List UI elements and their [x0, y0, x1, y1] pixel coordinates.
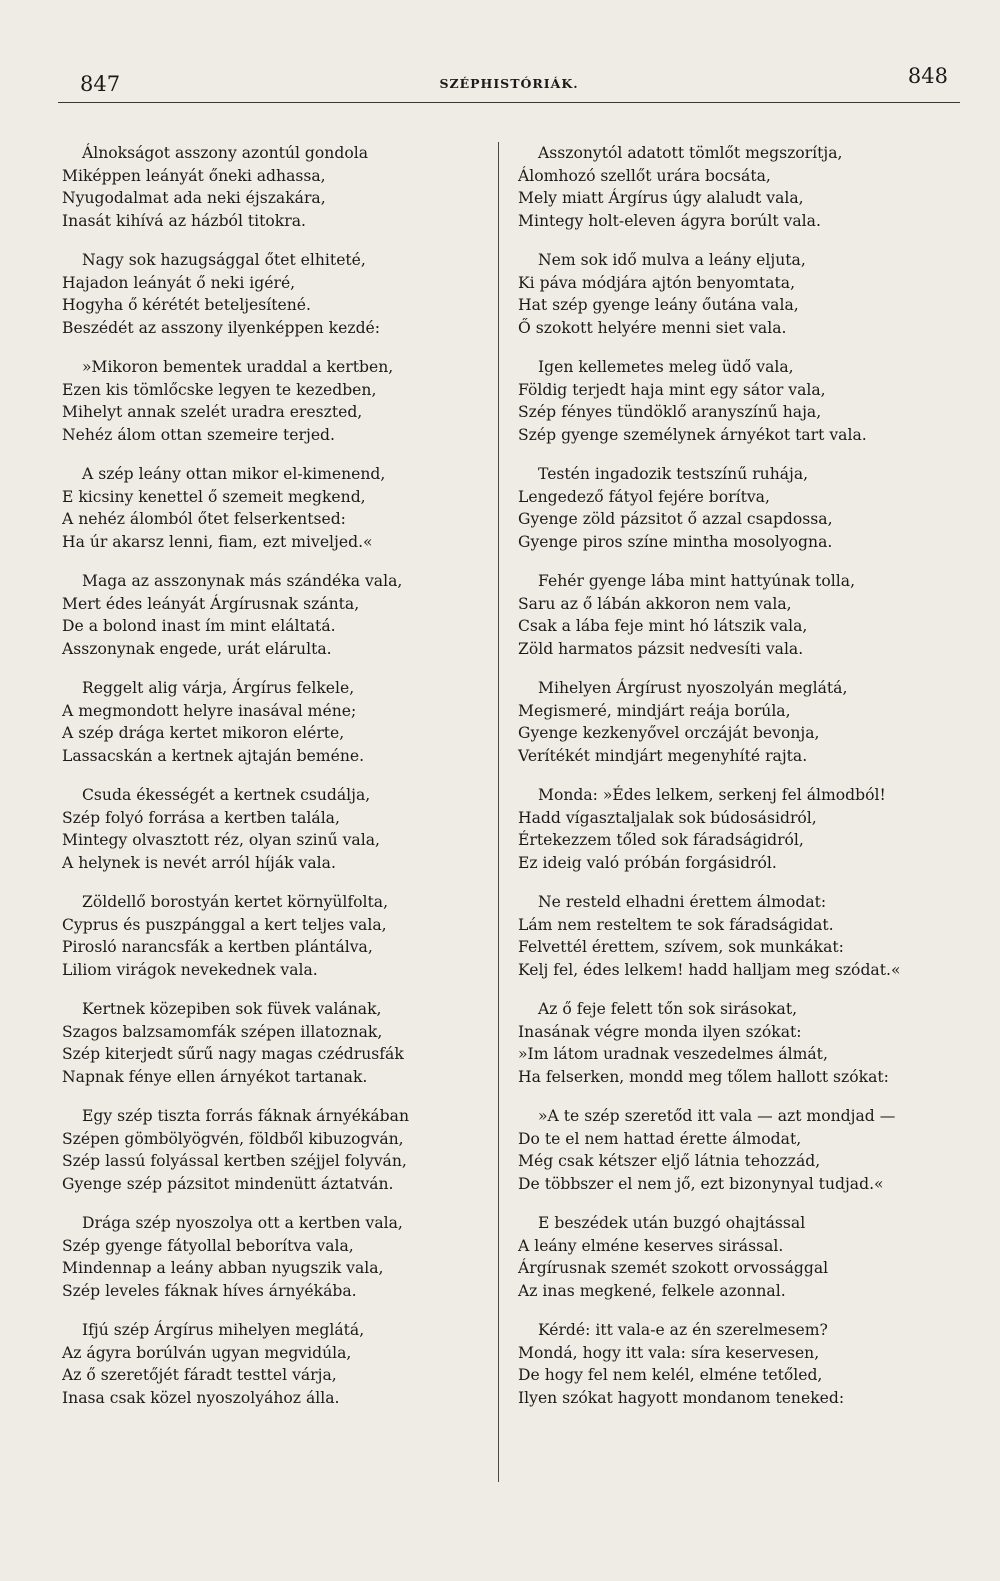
verse-line: A nehéz álomból őtet felserkentsed: — [62, 510, 346, 528]
stanza — [62, 142, 490, 232]
verse-line: Igen kellemetes meleg üdő vala, — [538, 358, 794, 376]
verse-line: E kicsiny kenettel ő szemeit megkend, — [62, 487, 366, 506]
verse-line: Zöldellő borostyán kertet környülfolta, — [82, 893, 389, 911]
verse-line: A megmondott helyre inasával méne; — [62, 701, 357, 720]
verse-line: Szép folyó forrása a kertben talála, — [62, 808, 340, 827]
stanza — [62, 1105, 490, 1195]
verse-line: De többszer el nem jő, ezt bizonynyal tudjad.« — [518, 1174, 884, 1193]
stanza — [62, 356, 490, 446]
verse-line: Nehéz álom ottan szemeire terjed. — [62, 425, 335, 444]
verse-line: Ez ideig való próbán forgásidról. — [518, 853, 777, 872]
verse-line: Gyenge piros színe mintha mosolyogna. — [518, 532, 833, 551]
verse-line: Szépen gömbölyögvén, földből kibuzogván, — [62, 1129, 404, 1148]
stanza — [62, 249, 490, 339]
stanza — [62, 677, 490, 767]
verse-line: Asszonytól adatott tömlőt megszorítja, — [538, 144, 843, 162]
verse-line: Az inas megkené, felkele azonnal. — [518, 1281, 786, 1300]
right-column — [518, 142, 948, 1426]
stanza — [518, 998, 948, 1088]
stanza — [518, 891, 948, 981]
verse-line: Inasát kihívá az házból titokra. — [62, 211, 306, 230]
verse-line: Szagos balzsamomfák szépen illatoznak, — [62, 1022, 383, 1041]
verse-line: Szép gyenge fátyollal beborítva vala, — [62, 1236, 354, 1255]
page-number-left: 847 — [80, 72, 121, 96]
stanza — [62, 1212, 490, 1302]
column-divider — [498, 142, 499, 1482]
verse-line: Szép lassú folyással kertben széjjel folyván, — [62, 1152, 407, 1170]
verse-line: Gyenge zöld pázsitot ő azzal csapdossa, — [518, 510, 833, 528]
verse-line: Nyugodalmat ada neki éjszakára, — [62, 189, 326, 207]
verse-line: Liliom virágok nevekednek vala. — [62, 960, 318, 979]
verse-line: Drága szép nyoszolya ott a kertben vala, — [82, 1214, 403, 1232]
verse-line: Ki páva módjára ajtón benyomtata, — [518, 273, 796, 292]
verse-line: Saru az ő lábán akkoron nem vala, — [518, 594, 792, 613]
verse-line: Kérdé: itt vala-e az én szerelmesem? — [538, 1321, 828, 1339]
verse-line: Maga az asszonynak más szándéka vala, — [82, 572, 403, 590]
page-header — [58, 62, 960, 103]
verse-line: Verítékét mindjárt megenyhíté rajta. — [518, 746, 808, 765]
verse-line: »Im látom uradnak veszedelmes álmát, — [518, 1045, 828, 1063]
verse-line: Inasának végre monda ilyen szókat: — [518, 1022, 802, 1041]
verse-line: Ha felserken, mondd meg tőlem hallott szókat: — [518, 1067, 889, 1086]
verse-line: Zöld harmatos pázsit nedvesíti vala. — [518, 639, 804, 658]
verse-line: Szép kiterjedt sűrű nagy magas czédrusfák — [62, 1045, 404, 1063]
verse-line: Fehér gyenge lába mint hattyúnak tolla, — [538, 572, 856, 590]
verse-line: Mindennap a leány abban nyugszik vala, — [62, 1259, 384, 1277]
verse-line: Hajadon leányát ő neki igéré, — [62, 273, 296, 292]
verse-line: Napnak fénye ellen árnyékot tartanak. — [62, 1067, 368, 1086]
stanza — [62, 463, 490, 553]
stanza — [518, 1212, 948, 1302]
verse-line: Mely miatt Árgírus úgy alaludt vala, — [518, 189, 804, 207]
verse-line: De a bolond inast ím mint eláltatá. — [62, 617, 336, 635]
verse-line: Do te el nem hattad érette álmodat, — [518, 1129, 802, 1148]
verse-line: Nagy sok hazugsággal őtet elhiteté, — [82, 251, 366, 269]
verse-line: Szép leveles fáknak híves árnyékába. — [62, 1281, 357, 1300]
verse-line: A szép drága kertet mikoron elérte, — [62, 724, 345, 742]
verse-line: Lengedező fátyol fejére borítva, — [518, 487, 770, 506]
verse-line: Mondá, hogy itt vala: síra keservesen, — [518, 1343, 820, 1362]
verse-line: Pirosló narancsfák a kertben plántálva, — [62, 938, 373, 956]
verse-line: Az ő feje felett tőn sok sirásokat, — [538, 1000, 798, 1018]
verse-line: Lám nem resteltem te sok fáradságidat. — [518, 915, 834, 934]
stanza — [62, 784, 490, 874]
verse-line: Szép fényes tündöklő aranyszínű haja, — [518, 403, 822, 421]
verse-line: Álnokságot asszony azontúl gondola — [82, 144, 369, 162]
verse-line: Ezen kis tömlőcske legyen te kezedben, — [62, 380, 377, 399]
stanza — [518, 463, 948, 553]
verse-line: Megismeré, mindjárt reája borúla, — [518, 701, 791, 720]
verse-line: Asszonynak engede, urát elárulta. — [62, 639, 332, 658]
verse-line: »Mikoron bementek uraddal a kertben, — [82, 358, 394, 376]
verse-line: Ne resteld elhadni érettem álmodat: — [538, 893, 827, 911]
verse-line: Nem sok idő mulva a leány eljuta, — [538, 251, 806, 269]
verse-line: Még csak kétszer eljő látnia tehozzád, — [518, 1152, 821, 1170]
verse-line: Beszédét az asszony ilyenképpen kezdé: — [62, 318, 381, 337]
verse-line: Csuda ékességét a kertnek csudálja, — [82, 786, 371, 804]
verse-line: Hadd vígasztaljalak sok búdosásidról, — [518, 808, 817, 827]
stanza — [518, 1319, 948, 1409]
verse-line: Mihelyen Árgírust nyoszolyán meglátá, — [538, 679, 848, 697]
verse-line: Kertnek közepiben sok füvek valának, — [82, 1000, 382, 1018]
verse-line: Az ágyra borúlván ugyan megvidúla, — [62, 1343, 352, 1362]
verse-line: Hogyha ő kérétét beteljesítené. — [62, 296, 311, 314]
verse-line: A helynek is nevét arról híják vala. — [62, 853, 336, 872]
stanza — [518, 677, 948, 767]
stanza — [518, 570, 948, 660]
page-number-right: 848 — [907, 64, 948, 88]
stanza — [62, 998, 490, 1088]
verse-line: Mintegy holt-eleven ágyra borúlt vala. — [518, 211, 821, 230]
verse-line: Álomhozó szellőt urára bocsáta, — [518, 166, 771, 185]
verse-line: De hogy fel nem kelél, elméne tetőled, — [518, 1366, 823, 1384]
verse-line: Szép gyenge személynek árnyékot tart vala. — [518, 425, 867, 444]
verse-line: Ő szokott helyére menni siet vala. — [518, 318, 787, 337]
verse-line: Lassacskán a kertnek ajtaján beméne. — [62, 746, 365, 765]
verse-line: Gyenge szép pázsitot mindenütt áztatván. — [62, 1174, 394, 1193]
verse-line: Értekezzem tőled sok fáradságidról, — [518, 831, 804, 849]
stanza — [518, 142, 948, 232]
verse-line: Csak a lába feje mint hó látszik vala, — [518, 617, 808, 635]
stanza — [62, 1319, 490, 1409]
verse-line: Mert édes leányát Árgírusnak szánta, — [62, 594, 360, 613]
stanza — [62, 570, 490, 660]
verse-line: Hat szép gyenge leány őutána vala, — [518, 296, 799, 314]
verse-line: Ifjú szép Árgírus mihelyen meglátá, — [82, 1321, 365, 1339]
verse-line: Monda: »Édes lelkem, serkenj fel álmodból! — [538, 786, 886, 804]
verse-line: Ha úr akarsz lenni, fiam, ezt miveljed.« — [62, 532, 373, 551]
verse-line: Kelj fel, édes lelkem! hadd halljam meg szódat.« — [518, 960, 901, 979]
verse-line: »A te szép szeretőd itt vala — azt mondjad — — [538, 1107, 896, 1125]
verse-line: Gyenge kezkenyővel orczáját bevonja, — [518, 724, 820, 742]
stanza — [518, 784, 948, 874]
verse-line: Árgírusnak szemét szokott orvossággal — [518, 1259, 829, 1277]
verse-line: Ilyen szókat hagyott mondanom teneked: — [518, 1388, 845, 1407]
verse-line: Mintegy olvasztott réz, olyan szinű vala, — [62, 831, 380, 849]
stanza — [62, 891, 490, 981]
stanza — [518, 356, 948, 446]
verse-line: Az ő szeretőjét fáradt testtel várja, — [62, 1366, 337, 1384]
verse-line: Földig terjedt haja mint egy sátor vala, — [518, 380, 826, 399]
verse-line: Reggelt alig várja, Árgírus felkele, — [82, 679, 355, 697]
stanza — [518, 249, 948, 339]
verse-line: Egy szép tiszta forrás fáknak árnyékában — [82, 1107, 409, 1125]
verse-line: A leány elméne keserves sirással. — [518, 1236, 784, 1255]
verse-line: Miképpen leányát őneki adhassa, — [62, 166, 326, 185]
verse-line: Felvettél érettem, szívem, sok munkákat: — [518, 938, 844, 956]
verse-line: Testén ingadozik testszínű ruhája, — [538, 465, 809, 483]
running-title: SZÉPHISTÓRIÁK. — [439, 76, 579, 91]
verse-line: Cyprus és puszpánggal a kert teljes vala, — [62, 915, 387, 934]
verse-line: E beszédek után buzgó ohajtással — [538, 1214, 806, 1232]
verse-line: Inasa csak közel nyoszolyához álla. — [62, 1388, 340, 1407]
verse-line: Mihelyt annak szelét uradra ereszted, — [62, 403, 363, 421]
verse-line: A szép leány ottan mikor el-kimenend, — [82, 465, 386, 483]
left-column — [62, 142, 490, 1426]
stanza — [518, 1105, 948, 1195]
